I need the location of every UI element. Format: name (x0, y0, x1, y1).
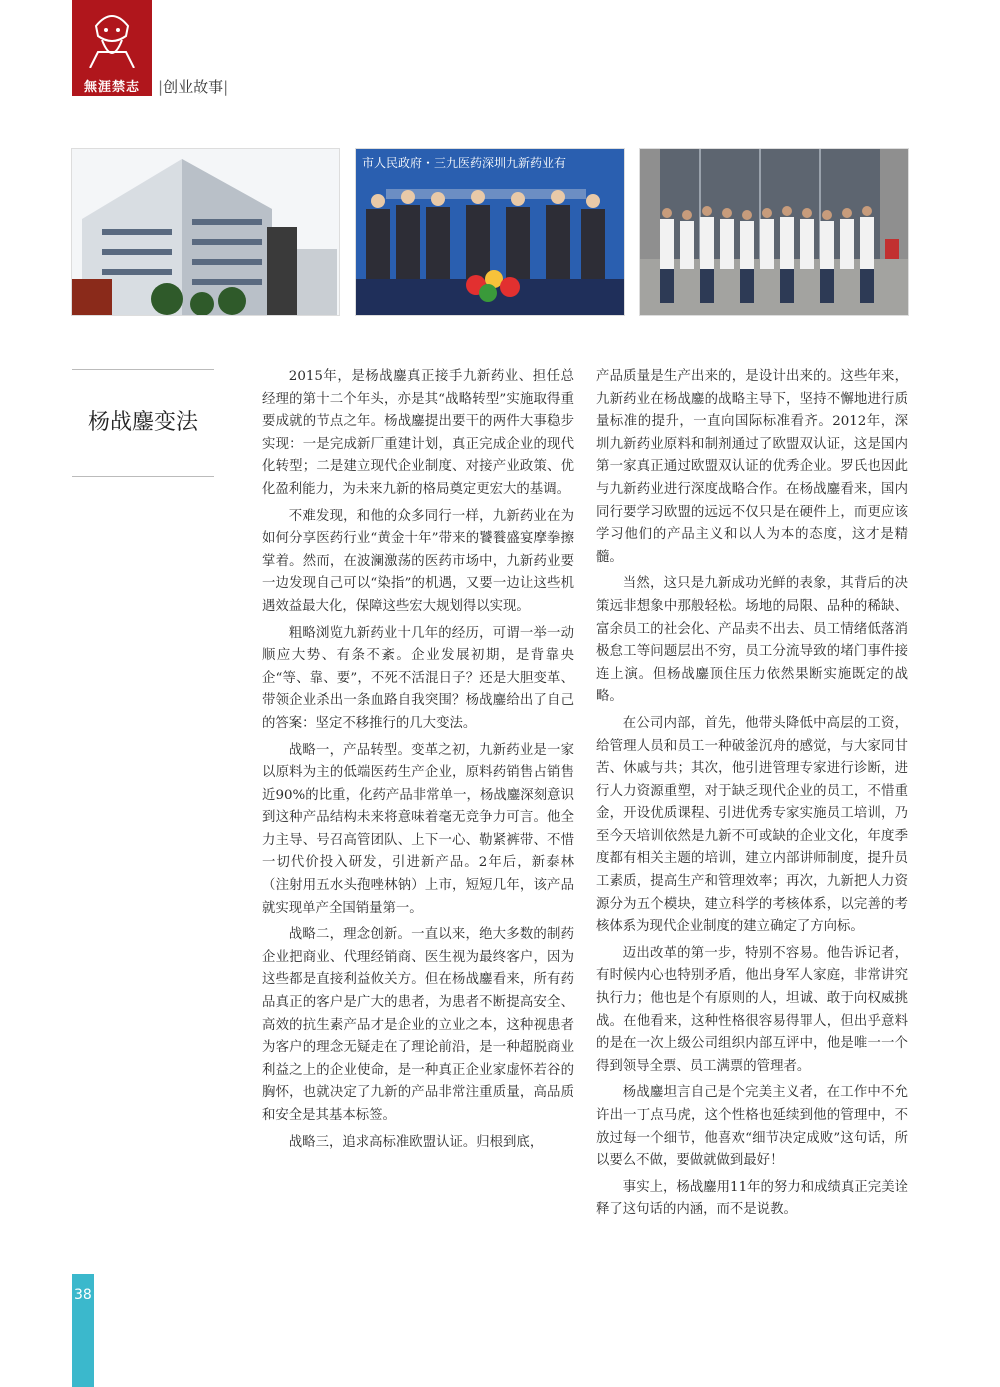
paragraph: 杨战鏖坦言自己是个完美主义者，在工作中不允许出一丁点马虎，这个性格也延续到他的管理中，不放过每一个细节，他喜欢“细节决定成败”这句话，所以要么不做，要做就做到最好！ (596, 1085, 908, 1169)
paragraph: 迈出改革的第一步，特别不容易。他告诉记者，有时候内心也特别矛盾，他出身军人家庭，非常讲究执行力；他也是个有原则的人，坦诚、敢于向权威挑战。在他看来，这种性格很容易得罪人，但出乎意料的是在一次上级公司组织内部互评中，他是唯一一个得到领导全票、员工满票的管理者。 (596, 945, 908, 1074)
paragraph: 不难发现，和他的众多同行一样，九新药业在为如何分享医药行业“黄金十年”带来的饕餮盛宴摩拳擦掌着。然而，在波澜激荡的医药市场中，九新药业要一边发现自己可以“染指”的机遇，又要一边让这些机遇效益最大化，保障这些宏大规划得以实现。 (262, 508, 574, 614)
photo-signing-ceremony (355, 148, 625, 316)
paragraph: 战略一，产品转型。变革之初，九新药业是一家以原料为主的低端医药生产企业，原料药销售占销售近90%的比重，化药产品非常单一，杨战鏖深刻意识到这种产品结构未来将意味着毫无竞争力可言。他全力主导、号召高管团队、上下一心、勒紧裤带、不惜一切代价投入研发，引进新产品。2年后，新泰林（注射用五水头孢唑林钠）上市，短短几年，该产品就实现单产全国销量第一。 (262, 742, 574, 916)
page-number: 38 (74, 1287, 92, 1303)
paragraph: 粗略浏览九新药业十几年的经历，可谓一举一动顺应大势、有条不紊。企业发展初期，是背靠央企“等、靠、要”，不死不活混日子？还是大胆变革、带领企业杀出一条血路自我突围？杨战鏖给出了自己的答案：坚定不移推行的几大变法。 (262, 625, 574, 731)
article-column-right (596, 366, 908, 1226)
paragraph: 2015年，是杨战鏖真正接手九新药业、担任总经理的第十二个年头，亦是其“战略转型”实施取得重要成就的节点之年。杨战鏖提出要干的两件大事稳步实现：一是完成新厂重建计划，真正完成企业的现代化转型；二是建立现代企业制度、对接产业政策、优化盈利能力，为未来九新的格局奠定更宏大的基调。 (262, 369, 574, 497)
paragraph: 当然，这只是九新成功光鲜的表象，其背后的决策远非想象中那般轻松。场地的局限、品种的稀缺、富余员工的社会化、产品卖不出去、员工情绪低落消极怠工等问题层出不穷，员工分流导致的堵门事件接连上演。但杨战鏖顶住压力依然果断实施既定的战略。 (596, 576, 908, 705)
title-rule-top (72, 369, 214, 370)
paragraph: 在公司内部，首先，他带头降低中高层的工资，给管理人员和员工一种破釜沉舟的感觉，与大家同甘苦、休戚与共；其次，他引进管理专家进行诊断，进行人力资源重塑，对于缺乏现代企业的员工，不惜重金，开设优质课程、引进优秀专家实施员工培训，乃至今天培训依然是九新不可或缺的企业文化，年度季度都有相关主题的培训，建立内部讲师制度，提升员工素质，提高生产和管理效率；再次，九新把人力资源分为五个模块，建立科学的考核体系，以完善的考核体系为现代企业制度的建立确定了方向标。 (596, 715, 908, 935)
banner-text: 市人民政府・三九医药深圳九新药业有 (362, 156, 567, 170)
paragraph: 事实上，杨战鏖用11年的努力和成绩真正完美诠释了这句话的内涵，而不是说教。 (596, 1179, 908, 1218)
article-title: 杨战鏖变法 (87, 410, 198, 435)
portrait-icon (82, 6, 142, 68)
title-rule-bottom (72, 476, 214, 477)
magazine-logo (72, 0, 152, 96)
photo-group-portrait (639, 148, 909, 316)
photo-factory-building (71, 148, 340, 316)
section-label: |创业故事| (158, 78, 229, 96)
section-label-text: 创业故事 (163, 78, 224, 96)
paragraph-continued: 产品质量是生产出来的，是设计出来的。这些年来，九新药业在杨战鏖的战略主导下，坚持不懈地进行质量标准的提升，一直向国际标准看齐。2012年，深圳九新药业原料和制剂通过了欧盟双认证，这是国内第一家真正通过欧盟双认证的优秀企业。罗氏也因此与九新药业进行深度战略合作。在杨战鏖看来，国内同行要学习欧盟的远远不仅只是在硬件上，而更应该学习他们的产品主义和以人为本的态度，这才是精髓。 (596, 369, 908, 565)
paragraph: 战略三，追求高标准欧盟认证。归根到底， (288, 1134, 544, 1150)
paragraph: 战略二，理念创新。一直以来，绝大多数的制药企业把商业、代理经销商、医生视为最终客户，因为这些都是直接利益攸关方。但在杨战鏖看来，所有药品真正的客户是广大的患者，为患者不断提高安全、高效的抗生素产品才是企业的立业之本，这种视患者为客户的理念无疑走在了理论前沿，是一种超脱商业利益之上的企业使命，是一种真正企业家虚怀若谷的胸怀，也就决定了九新的产品非常注重质量，高品质和安全是其基本标签。 (262, 927, 574, 1123)
article-column-left (262, 366, 574, 1158)
logo-text: 無涯禁志 (83, 80, 140, 95)
